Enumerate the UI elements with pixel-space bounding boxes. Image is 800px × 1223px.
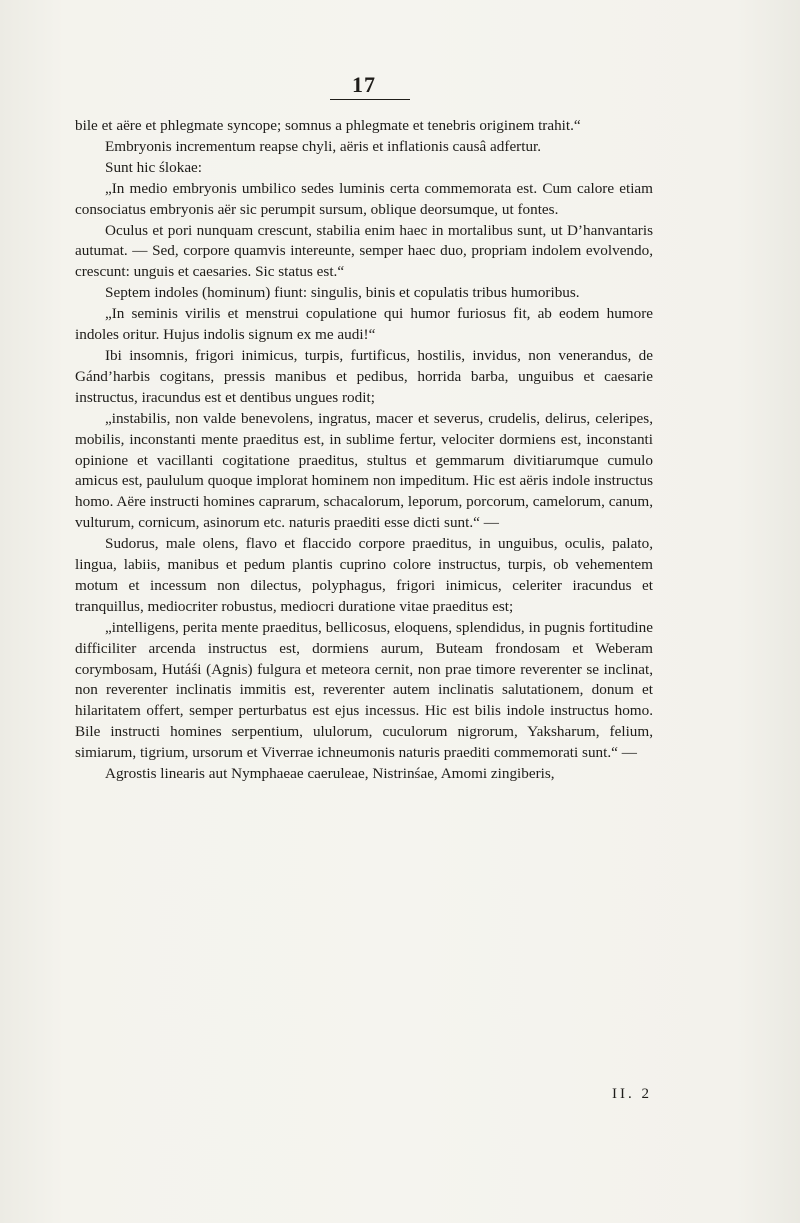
paragraph: Sunt hic ślokae: — [105, 158, 203, 176]
page-number: 17 — [352, 72, 376, 97]
paragraph: „instabilis, non valde benevolens, ingratus, macer et severus, crudelis, delirus, celeripes, mobilis, inconstanti mente praeditus est, in sublime fertur, velociter dormiens est, inconstanti opinione et vacillanti cogitatione praeditus, stultus et gemmarum divitiarumque cumulo amicus est, paululum quoque implorat hominem non impeditum. Hic est aëris indole instructus homo. Aëre instructi homines caprarum, schacalorum, leporum, porcorum, camelorum, canum, vulturum, cornicum, asinorum etc. naturis praediti esse dicti sunt.“ — — [75, 409, 653, 532]
body-text — [75, 116, 653, 785]
paragraph: Embryonis incrementum reapse chyli, aëris et inflationis causâ adfertur. — [105, 137, 542, 155]
paragraph: „In seminis virilis et menstrui copulatione qui humor furiosus fit, ab eodem humore indoles oritur. Hujus indolis signum ex me audi!“ — [75, 305, 653, 344]
paragraph: „intelligens, perita mente praeditus, bellicosus, eloquens, splendidus, in pugnis fortitudine difficiliter arcenda instructus est, dormiens aurum, Buteam frondosam et Weberam corymbosam, Hutáśi (Agnis) fulgura et meteora cernit, non prae timore reverenter se inclinat, non reverenter inclinatis immitis est, reverenter autem inclinatis salutationem, donum et hilaritatem offert, semper perturbatus est ejus incessus. Hic est bilis indole instructus homo. Bile instructi homines serpentium, ululorum, cuculorum nigrorum, Yaksharum, felium, simiarum, tigrium, ursorum et Viverrae ichneumonis naturis praediti commemorati sunt.“ — — [75, 618, 653, 762]
paragraph: „In medio embryonis umbilico sedes luminis certa commemorata est. Cum calore etiam consociatus embryonis aër sic perumpit sursum, oblique deorsumque, ut fontes. — [75, 179, 653, 218]
signature-mark: II. 2 — [612, 1086, 652, 1102]
paragraph: bile et aëre et phlegmate syncope; somnus a phlegmate et tenebris originem trahit.“ — [75, 117, 581, 134]
paragraph: Septem indoles (hominum) fiunt: singulis, binis et copulatis tribus humoribus. — [105, 284, 580, 302]
header-rule — [330, 99, 410, 100]
paragraph: Agrostis linearis aut Nymphaeae caeruleae, Nistrinśae, Amomi zingiberis, — [105, 765, 555, 783]
paragraph: Oculus et pori nunquam crescunt, stabilia enim haec in mortalibus sunt, ut D’hanvantaris autumat. — Sed, corpore quamvis intereunte, semper haec duo, propriam indolem evolvendo, crescunt: unguis et caesaries. Sic status est.“ — [75, 221, 653, 281]
paragraph: Sudorus, male olens, flavo et flaccido corpore praeditus, in unguibus, oculis, palato, lingua, labiis, manibus et pedum plantis cuprino colore instructus, turpis, ob vehementem motum et incessum non dilectus, polyphagus, frigori inimicus, celeriter iracundus et tranquillus, mediocriter robustus, mediocri duratione vitae praeditus est; — [75, 535, 653, 615]
paragraph: Ibi insomnis, frigori inimicus, turpis, furtificus, hostilis, invidus, non venerandus, de Gánd’harbis cogitans, pressis manibus et pedibus, horrida barba, unguibus et caesarie instructus, iracundus est et dentibus ungues rodit; — [75, 346, 653, 406]
